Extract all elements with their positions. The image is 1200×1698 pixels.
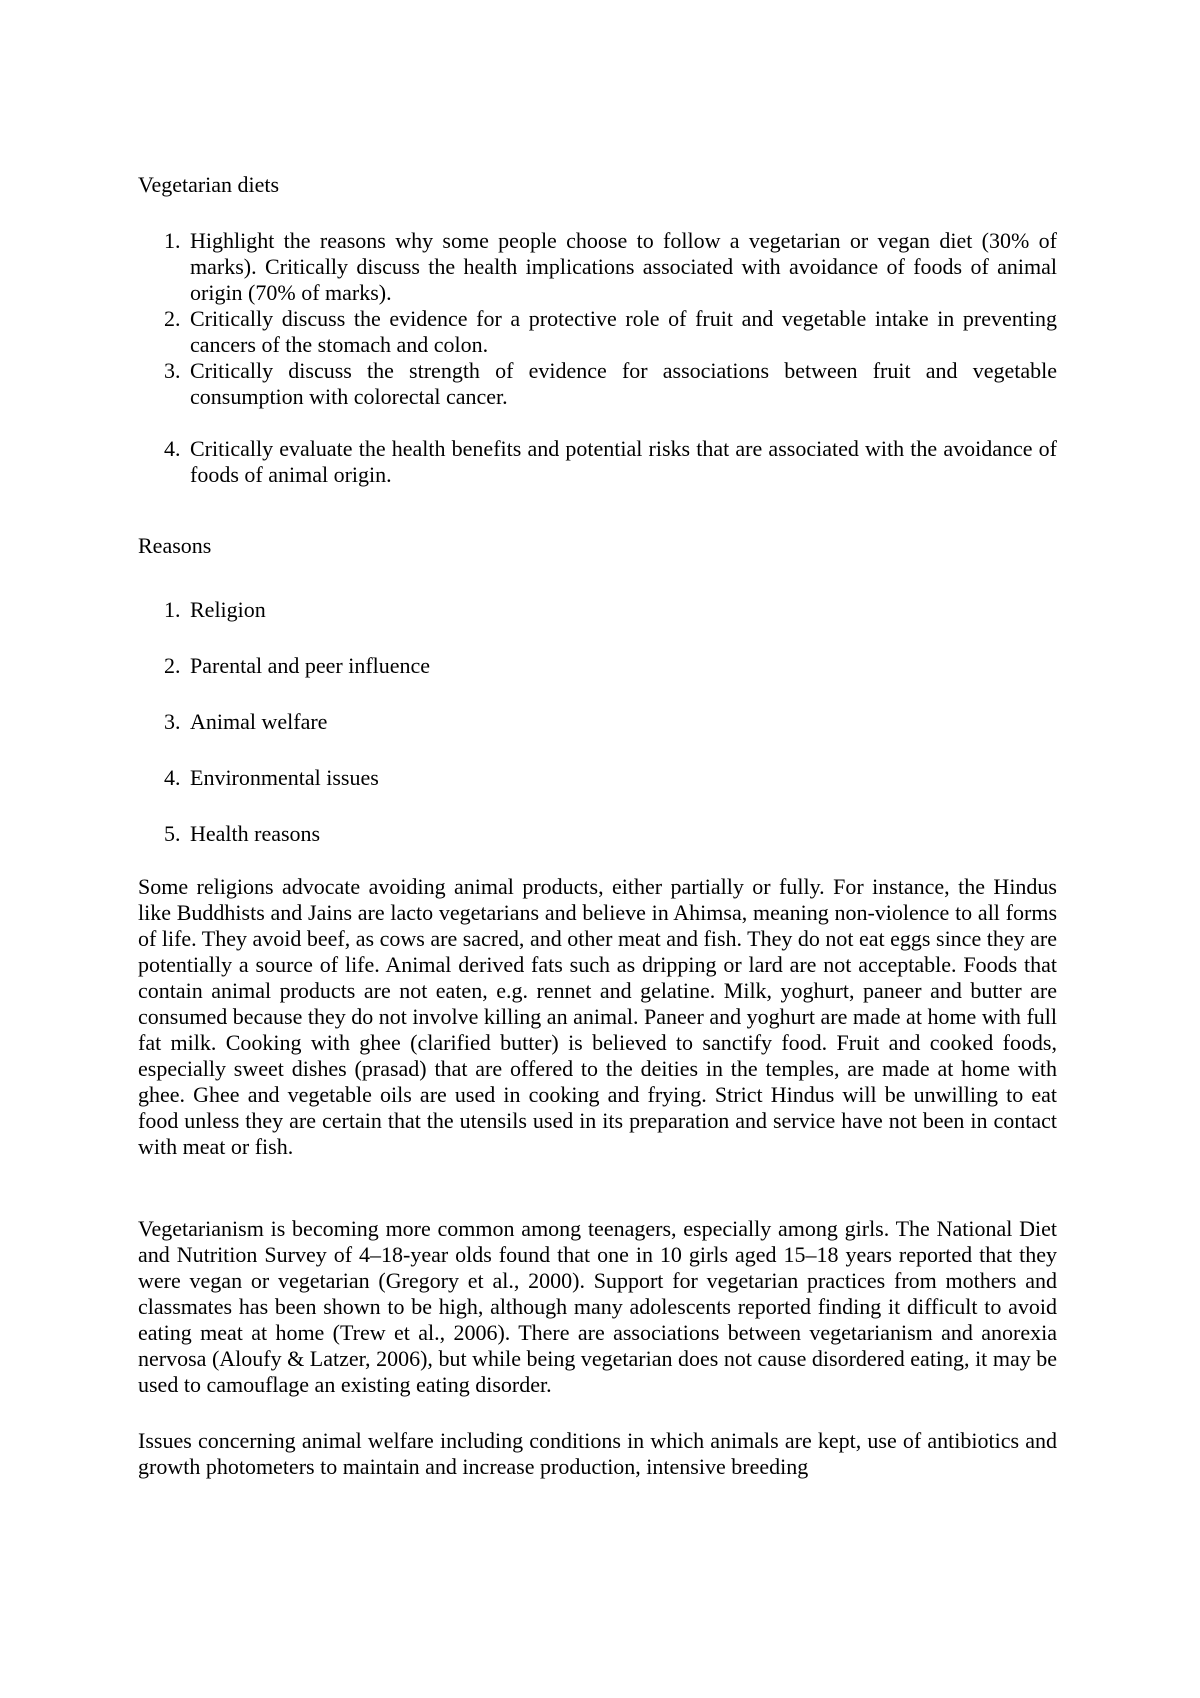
question-text: Highlight the reasons why some people choose to follow a vegetarian or vegan diet (30% of marks). Critically discuss the health implications associated with avoidance of foods of animal origin (70% of marks). bbox=[190, 228, 1057, 305]
question-item bbox=[138, 436, 1057, 488]
reason-text: Parental and peer influence bbox=[190, 653, 431, 678]
reason-item bbox=[138, 821, 1057, 847]
reason-text: Environmental issues bbox=[190, 765, 379, 790]
reasons-heading: Reasons bbox=[138, 533, 212, 558]
list-marker: 3. bbox=[164, 358, 181, 383]
document-title: Vegetarian diets bbox=[138, 172, 280, 197]
body-paragraph-teenagers: Vegetarianism is becoming more common among teenagers, especially among girls. The National Diet and Nutrition Survey of 4–18-year olds found that one in 10 girls aged 15–18 years reported that they were vegan or vegetarian (Gregory et al., 2000). Support for vegetarian practices from mothers and classmates has been shown to be high, although many adolescents reported finding it difficult to avoid eating meat at home (Trew et al., 2006). There are associations between vegetarianism and anorexia nervosa (Aloufy & Latzer, 2006), but while being vegetarian does not cause disordered eating, it may be used to camouflage an existing eating disorder. bbox=[138, 1216, 1057, 1397]
questions-list bbox=[138, 228, 1057, 488]
list-marker: 5. bbox=[164, 821, 181, 846]
list-marker: 4. bbox=[164, 765, 181, 790]
reason-text: Health reasons bbox=[190, 821, 321, 846]
reason-item bbox=[138, 597, 1057, 623]
list-marker: 2. bbox=[164, 306, 181, 331]
reason-text: Religion bbox=[190, 597, 266, 622]
list-marker: 1. bbox=[164, 597, 181, 622]
reasons-list bbox=[138, 597, 1057, 847]
question-text: Critically discuss the strength of evidence for associations between fruit and vegetable consumption with colorectal cancer. bbox=[190, 358, 1057, 409]
body-paragraph-religion: Some religions advocate avoiding animal products, either partially or fully. For instance, the Hindus like Buddhists and Jains are lacto vegetarians and believe in Ahimsa, meaning non-violence to all forms of life. They avoid beef, as cows are sacred, and other meat and fish. They do not eat eggs since they are potentially a source of life. Animal derived fats such as dripping or lard are not acceptable. Foods that contain animal products are not eaten, e.g. rennet and gelatine. Milk, yoghurt, paneer and butter are consumed because they do not involve killing an animal. Paneer and yoghurt are made at home with full fat milk. Cooking with ghee (clarified butter) is believed to sanctify food. Fruit and cooked foods, especially sweet dishes (prasad) that are offered to the deities in the temples, are made at home with ghee. Ghee and vegetable oils are used in cooking and frying. Strict Hindus will be unwilling to eat food unless they are certain that the utensils used in its preparation and service have not been in contact with meat or fish. bbox=[138, 874, 1057, 1159]
reason-item bbox=[138, 653, 1057, 679]
question-text: Critically discuss the evidence for a protective role of fruit and vegetable intake in preventing cancers of the stomach and colon. bbox=[190, 306, 1057, 357]
reason-item bbox=[138, 765, 1057, 791]
question-item bbox=[138, 306, 1057, 358]
question-item bbox=[138, 358, 1057, 410]
question-text: Critically evaluate the health benefits and potential risks that are associated with the avoidance of foods of animal origin. bbox=[190, 436, 1057, 487]
list-marker: 1. bbox=[164, 228, 181, 253]
reason-item bbox=[138, 709, 1057, 735]
list-marker: 2. bbox=[164, 653, 181, 678]
list-marker: 3. bbox=[164, 709, 181, 734]
question-item bbox=[138, 228, 1057, 306]
list-marker: 4. bbox=[164, 436, 181, 461]
reason-text: Animal welfare bbox=[190, 709, 328, 734]
body-paragraph-animal-welfare: Issues concerning animal welfare including conditions in which animals are kept, use of antibiotics and growth photometers to maintain and increase production, intensive breeding bbox=[138, 1428, 1057, 1479]
